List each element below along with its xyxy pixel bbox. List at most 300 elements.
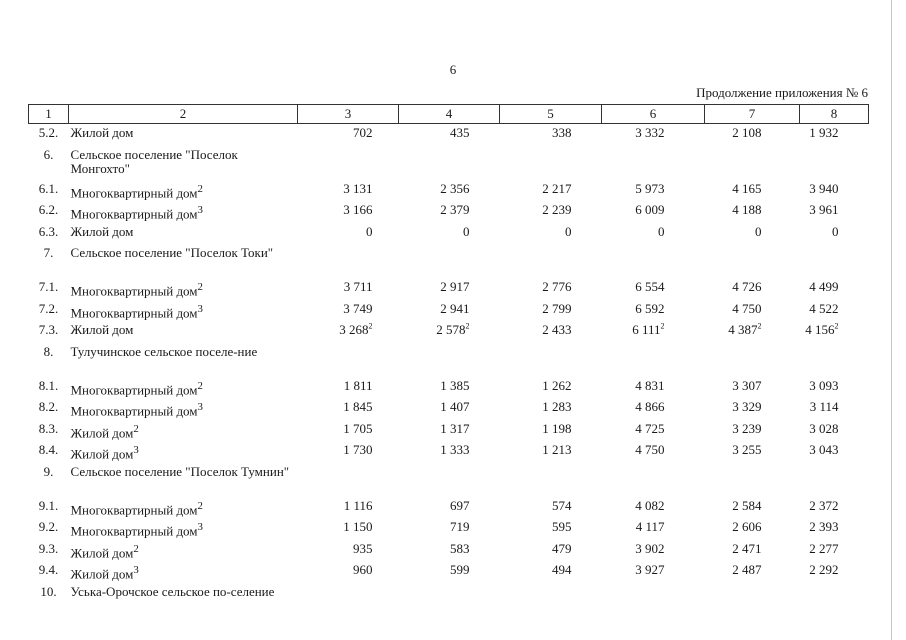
footnote-mark: 2	[197, 281, 203, 293]
row-name	[69, 300, 298, 322]
value-cell	[705, 343, 800, 377]
value-text: 479	[552, 540, 572, 556]
value-cell	[399, 420, 500, 442]
value-text: 6 554	[635, 279, 665, 294]
value-cell	[399, 497, 500, 519]
value-cell	[602, 223, 705, 245]
value-cell	[705, 561, 800, 583]
value-cell	[602, 377, 705, 399]
value-cell	[500, 420, 602, 442]
row-name	[69, 278, 298, 300]
value-cell	[399, 463, 500, 497]
footnote-mark: 2	[465, 321, 470, 331]
value-cell	[298, 180, 399, 202]
row-name-text: Многоквартирный дом	[70, 304, 198, 320]
value-cell	[298, 398, 399, 420]
row-name	[69, 244, 298, 278]
value-cell	[602, 518, 705, 540]
value-cell	[800, 244, 869, 278]
footnote-mark: 3	[197, 401, 203, 413]
value-text: 4 726	[732, 279, 762, 294]
value-cell	[602, 540, 705, 562]
value-cell	[500, 300, 602, 322]
value-text: 4 831	[635, 377, 665, 393]
value-cell	[500, 583, 602, 617]
value-cell	[602, 201, 705, 223]
value-text: 6 111	[632, 322, 661, 337]
row-name-text: Сельское поселение "Поселок Тумнин"	[70, 463, 290, 479]
table-row	[29, 420, 869, 442]
value-cell	[800, 223, 869, 245]
value-cell	[500, 223, 602, 245]
value-text: 435	[450, 125, 470, 140]
value-text: 1 845	[343, 399, 373, 414]
header-cell: 4	[399, 105, 500, 124]
value-cell	[298, 223, 399, 245]
section-row	[29, 244, 869, 278]
value-cell	[800, 146, 869, 180]
value-text: 0	[832, 223, 839, 239]
value-cell	[399, 540, 500, 562]
value-text: 2 606	[732, 519, 762, 534]
row-number: 9.2.	[38, 519, 59, 534]
value-text: 2 584	[732, 497, 762, 513]
value-cell	[500, 398, 602, 420]
value-cell	[705, 321, 800, 343]
table-row	[29, 497, 869, 519]
value-text: 2 292	[809, 562, 839, 577]
value-cell	[800, 463, 869, 497]
value-text: 1 811	[343, 377, 373, 393]
row-name-text: Жилой дом	[70, 322, 134, 337]
value-cell	[500, 124, 602, 146]
value-cell	[399, 300, 500, 322]
footnote-mark: 2	[368, 321, 373, 331]
value-text: 2 372	[809, 497, 839, 513]
value-text: 3 749	[343, 300, 373, 316]
value-text: 697	[450, 497, 470, 513]
scan-edge-line	[891, 0, 892, 640]
value-text: 3 902	[635, 540, 665, 556]
value-cell	[705, 420, 800, 442]
value-text: 702	[353, 125, 373, 140]
footnote-mark: 2	[197, 182, 203, 195]
section-row	[29, 583, 869, 617]
value-cell	[602, 463, 705, 497]
value-text: 2 471	[732, 540, 762, 556]
value-cell	[298, 540, 399, 562]
footnote-mark: 3	[197, 521, 203, 533]
table-row	[29, 223, 869, 245]
value-text: 3 114	[809, 399, 839, 414]
data-table	[28, 104, 869, 617]
footnote-mark: 3	[197, 302, 203, 315]
value-text: 4 387	[728, 322, 758, 337]
value-cell	[705, 540, 800, 562]
value-text: 3 131	[343, 180, 373, 196]
value-text: 1 730	[343, 442, 373, 457]
value-text: 599	[450, 562, 470, 577]
table-row	[29, 201, 869, 223]
header-cell: 2	[69, 105, 298, 124]
value-text: 3 166	[343, 202, 373, 217]
footnote-mark: 2	[834, 321, 839, 331]
value-text: 1 333	[440, 442, 470, 457]
value-text: 4 866	[635, 399, 665, 414]
header-row	[29, 105, 869, 124]
value-text: 4 725	[635, 420, 665, 436]
value-text: 3 927	[635, 562, 665, 577]
value-cell	[800, 398, 869, 420]
value-cell	[705, 300, 800, 322]
row-number: 5.2.	[38, 125, 59, 140]
value-text: 1 283	[542, 399, 572, 414]
value-text: 3 043	[809, 442, 839, 457]
value-cell	[298, 321, 399, 343]
footnote-mark: 2	[197, 379, 203, 392]
table-row	[29, 398, 869, 420]
value-text: 3 332	[635, 125, 665, 140]
value-cell	[602, 561, 705, 583]
row-name	[69, 583, 298, 617]
value-cell	[298, 278, 399, 300]
row-name	[69, 420, 298, 442]
value-cell	[500, 497, 602, 519]
value-text: 4 165	[732, 180, 762, 196]
row-name	[69, 398, 298, 420]
value-cell	[800, 180, 869, 202]
row-name	[69, 321, 298, 343]
value-text: 3 307	[732, 377, 762, 393]
value-cell	[705, 201, 800, 223]
value-cell	[399, 244, 500, 278]
row-number: 6.3.	[38, 223, 59, 239]
value-text: 2 277	[809, 540, 839, 556]
value-cell	[602, 497, 705, 519]
row-name	[69, 377, 298, 399]
table-row	[29, 518, 869, 540]
value-cell	[500, 278, 602, 300]
row-number: 8.2.	[38, 399, 59, 414]
value-cell	[298, 377, 399, 399]
table-row	[29, 180, 869, 202]
header-cell: 5	[500, 105, 602, 124]
value-cell	[705, 583, 800, 617]
footnote-mark: 2	[660, 321, 665, 331]
value-text: 3 711	[343, 279, 373, 294]
value-cell	[602, 244, 705, 278]
row-name-text: Многоквартирный дом	[70, 206, 198, 222]
value-text: 494	[552, 562, 572, 577]
value-text: 4 750	[732, 300, 762, 316]
value-text: 2 356	[440, 180, 470, 196]
value-cell	[800, 518, 869, 540]
value-text: 1 213	[542, 442, 572, 457]
appendix-caption: Продолжение приложения № 6	[696, 85, 868, 100]
value-cell	[500, 180, 602, 202]
value-cell	[800, 377, 869, 399]
value-cell	[399, 180, 500, 202]
value-text: 4 499	[809, 279, 839, 294]
value-text: 3 239	[732, 420, 762, 436]
footnote-mark: 3	[197, 204, 203, 216]
value-cell	[399, 278, 500, 300]
value-cell	[500, 343, 602, 377]
value-cell	[800, 583, 869, 617]
value-text: 1 116	[343, 497, 373, 513]
value-cell	[602, 441, 705, 463]
value-text: 2 393	[809, 519, 839, 534]
row-number: 9.4.	[38, 562, 59, 577]
table-row	[29, 300, 869, 322]
row-number: 7.1.	[38, 279, 59, 294]
table-row	[29, 441, 869, 463]
value-cell	[500, 146, 602, 180]
value-cell	[298, 300, 399, 322]
row-name	[69, 441, 298, 463]
value-cell	[705, 244, 800, 278]
section-row	[29, 343, 869, 377]
row-number: 8.1.	[38, 377, 59, 393]
value-cell	[800, 321, 869, 343]
value-cell	[399, 201, 500, 223]
value-cell	[399, 398, 500, 420]
value-cell	[602, 124, 705, 146]
value-cell	[399, 583, 500, 617]
value-text: 2 433	[542, 322, 572, 337]
value-cell	[298, 497, 399, 519]
header-cell: 3	[298, 105, 399, 124]
value-text: 1 932	[809, 125, 839, 140]
header-cell: 1	[29, 105, 69, 124]
value-cell	[298, 343, 399, 377]
value-cell	[705, 497, 800, 519]
row-name-text: Сельское поселение "Поселок Токи"	[70, 245, 274, 260]
value-text: 6 592	[635, 300, 665, 316]
table-row	[29, 561, 869, 583]
row-name-text: Жилой дом	[70, 223, 134, 239]
table-row	[29, 540, 869, 562]
row-number: 7.3.	[38, 322, 59, 337]
row-name-text: Многоквартирный дом	[70, 403, 198, 419]
row-number: 7.	[43, 245, 54, 260]
value-text: 5 973	[635, 180, 665, 196]
row-name	[69, 146, 298, 180]
value-text: 0	[565, 223, 572, 239]
footnote-mark: 3	[133, 564, 139, 576]
value-text: 0	[463, 223, 470, 239]
value-cell	[500, 441, 602, 463]
row-name	[69, 561, 298, 583]
footnote-mark: 2	[133, 542, 139, 555]
row-number: 6.2.	[38, 202, 59, 217]
row-name-text: Жилой дом	[70, 566, 134, 582]
value-text: 6 009	[635, 202, 665, 217]
value-text: 574	[552, 497, 572, 513]
value-cell	[800, 201, 869, 223]
footnote-mark: 2	[757, 321, 762, 331]
row-number: 10.	[40, 583, 57, 599]
row-name-text: Жилой дом	[70, 424, 134, 440]
value-text: 719	[450, 519, 470, 534]
value-cell	[298, 124, 399, 146]
value-cell	[602, 343, 705, 377]
value-text: 2 578	[436, 322, 466, 337]
value-text: 3 028	[809, 420, 839, 436]
section-row	[29, 146, 869, 180]
value-cell	[298, 146, 399, 180]
value-text: 1 262	[542, 377, 572, 393]
value-cell	[500, 540, 602, 562]
value-cell	[500, 561, 602, 583]
value-text: 4 750	[635, 442, 665, 457]
value-text: 2 776	[542, 279, 572, 294]
row-name-text: Жилой дом	[70, 446, 134, 462]
value-cell	[705, 518, 800, 540]
value-cell	[602, 398, 705, 420]
value-cell	[705, 223, 800, 245]
value-cell	[800, 420, 869, 442]
value-text: 583	[450, 540, 470, 556]
row-name-text: Многоквартирный дом	[70, 184, 198, 200]
value-cell	[399, 377, 500, 399]
value-cell	[602, 420, 705, 442]
row-number: 7.2.	[38, 300, 59, 316]
value-text: 2 108	[732, 125, 762, 140]
value-cell	[399, 124, 500, 146]
value-text: 960	[353, 562, 373, 577]
row-number: 8.	[43, 343, 54, 359]
value-cell	[602, 278, 705, 300]
row-name-text: Многоквартирный дом	[70, 523, 198, 539]
value-cell	[399, 561, 500, 583]
value-cell	[602, 146, 705, 180]
value-cell	[399, 223, 500, 245]
value-cell	[800, 343, 869, 377]
value-cell	[800, 278, 869, 300]
value-text: 3 329	[732, 399, 762, 414]
value-cell	[298, 463, 399, 497]
header-cell: 6	[602, 105, 705, 124]
table-header	[29, 105, 869, 124]
row-name-text: Уська-Орочское сельское по-селение	[70, 583, 275, 599]
row-number: 8.4.	[38, 442, 59, 457]
value-cell	[399, 146, 500, 180]
value-cell	[399, 441, 500, 463]
value-text: 0	[366, 223, 373, 239]
value-text: 2 917	[440, 279, 470, 294]
value-cell	[800, 497, 869, 519]
table-row	[29, 377, 869, 399]
table-row	[29, 278, 869, 300]
value-cell	[298, 518, 399, 540]
row-name	[69, 497, 298, 519]
value-cell	[705, 278, 800, 300]
row-number: 6.1.	[38, 180, 59, 196]
value-text: 595	[552, 519, 572, 534]
value-cell	[800, 561, 869, 583]
value-text: 3 093	[809, 377, 839, 393]
value-cell	[705, 377, 800, 399]
value-cell	[500, 518, 602, 540]
footnote-mark: 2	[133, 422, 139, 435]
table-row	[29, 124, 869, 146]
value-text: 935	[353, 540, 373, 556]
value-text: 4 156	[805, 322, 835, 337]
row-name	[69, 343, 298, 377]
value-text: 1 705	[343, 420, 373, 436]
value-text: 3 268	[339, 322, 369, 337]
value-cell	[298, 201, 399, 223]
row-number: 9.1.	[38, 497, 59, 513]
row-name-text: Жилой дом	[70, 125, 134, 140]
page-number: 6	[449, 62, 457, 77]
value-text: 4 522	[809, 300, 839, 316]
footnote-mark: 3	[133, 444, 139, 456]
value-text: 4 188	[732, 202, 762, 217]
row-name-text: Многоквартирный дом	[70, 501, 198, 517]
header-cell: 8	[800, 105, 869, 124]
row-name-text: Сельское поселение "Поселок Монгохто"	[70, 146, 238, 176]
row-number: 8.3.	[38, 420, 59, 436]
value-text: 4 117	[635, 519, 665, 534]
table-body	[29, 124, 869, 617]
value-text: 0	[658, 223, 665, 239]
value-text: 2 217	[542, 180, 572, 196]
row-name-text: Многоквартирный дом	[70, 283, 198, 299]
value-cell	[705, 463, 800, 497]
value-text: 1 317	[440, 420, 470, 436]
value-cell	[800, 300, 869, 322]
row-name	[69, 223, 298, 245]
value-cell	[500, 377, 602, 399]
value-text: 1 385	[440, 377, 470, 393]
value-text: 2 379	[440, 202, 470, 217]
value-text: 3 961	[809, 202, 839, 217]
row-name	[69, 518, 298, 540]
value-text: 2 239	[542, 202, 572, 217]
value-text: 2 799	[542, 300, 572, 316]
row-number: 6.	[43, 146, 54, 162]
value-cell	[298, 244, 399, 278]
value-text: 4 082	[635, 497, 665, 513]
value-cell	[500, 321, 602, 343]
value-cell	[602, 321, 705, 343]
value-cell	[602, 300, 705, 322]
value-cell	[399, 343, 500, 377]
value-text: 2 941	[440, 300, 470, 316]
value-cell	[602, 180, 705, 202]
row-name	[69, 180, 298, 202]
value-cell	[800, 540, 869, 562]
value-text: 3 255	[732, 442, 762, 457]
value-text: 3 940	[809, 180, 839, 196]
value-text: 0	[755, 223, 762, 239]
value-cell	[500, 463, 602, 497]
row-name	[69, 201, 298, 223]
value-text: 1 407	[440, 399, 470, 414]
value-cell	[705, 180, 800, 202]
value-cell	[800, 124, 869, 146]
value-cell	[500, 201, 602, 223]
header-cell: 7	[705, 105, 800, 124]
value-text: 2 487	[732, 562, 762, 577]
row-name-text: Тулучинское сельское поселе-ние	[70, 343, 258, 359]
value-cell	[298, 583, 399, 617]
value-cell	[705, 124, 800, 146]
value-cell	[705, 398, 800, 420]
row-name-text: Жилой дом	[70, 544, 134, 560]
